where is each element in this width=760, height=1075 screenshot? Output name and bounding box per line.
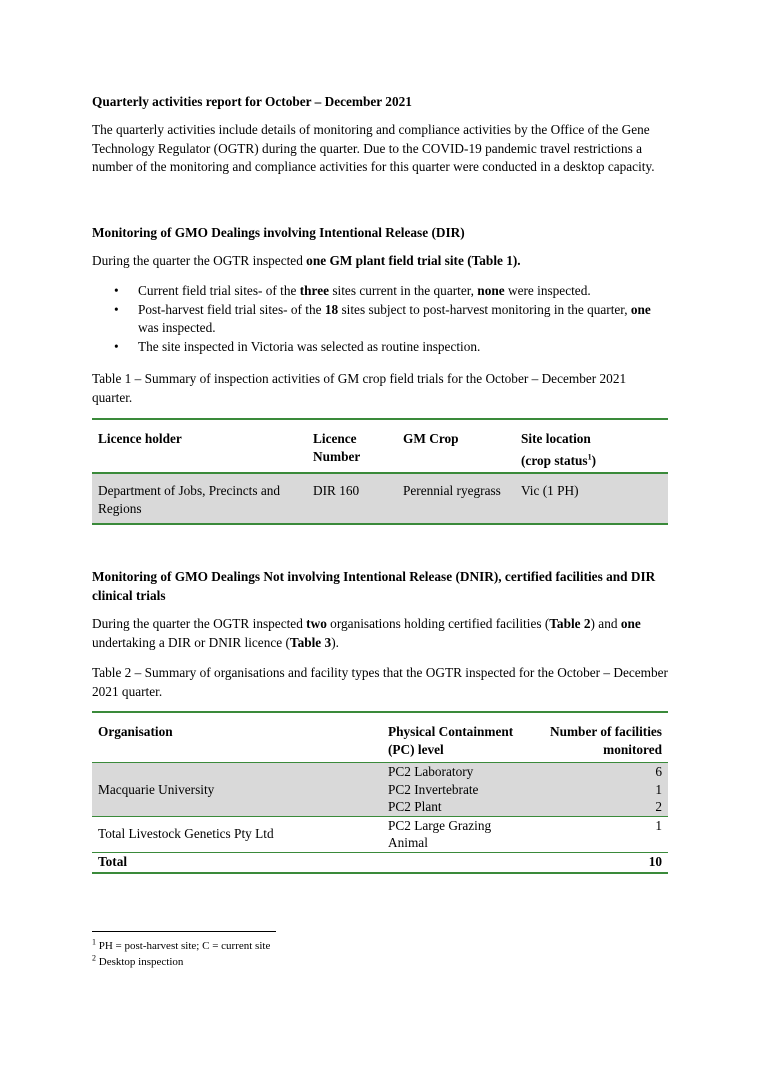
cell-site-location: Vic (1 PH) xyxy=(521,483,579,498)
col-header-licence-number: Licence Number xyxy=(313,431,361,464)
footnote-ref: 1 xyxy=(587,452,592,462)
footnote-2: $^2$ Desktop inspection xyxy=(92,953,184,968)
report-title: Quarterly activities report for October – December 2021 xyxy=(92,94,412,109)
dir-bullet-list xyxy=(92,282,668,356)
table-header-row xyxy=(92,419,668,473)
bullet-icon: • xyxy=(114,283,119,298)
footnote-separator xyxy=(92,931,276,932)
cell-licence-number: DIR 160 xyxy=(313,483,360,498)
table-header-row xyxy=(92,712,668,763)
cell-organisation: Macquarie University xyxy=(98,781,215,797)
cell-facility-counts: 1 xyxy=(655,817,662,833)
total-value: 10 xyxy=(648,853,662,869)
footnote-1: $^1$ PH = post-harvest site; C = current site xyxy=(92,937,271,952)
dnir-section-heading: Monitoring of GMO Dealings Not involving Intentional Release (DNIR), certified facilities and DIR clinical trials xyxy=(92,569,656,603)
dnir-lead-paragraph: During the quarter the OGTR inspected two organisations holding certified facilities (Table 2) and one undertaking a DIR or DNIR licence (Table 3). xyxy=(92,616,641,650)
intro-paragraph: The quarterly activities include details of monitoring and compliance activities by the Office of the Gene Technology Regulator (OGTR) during the quarter. Due to the COVID-19 pandemic travel restrictions a number of the monitoring and compliance activities for this quarter were conducted in a desktop capacity. xyxy=(92,122,655,174)
table-row xyxy=(92,763,668,817)
bullet-icon: • xyxy=(114,338,119,354)
table1 xyxy=(92,418,668,525)
col-header-pc-level: Physical Containment (PC) level xyxy=(388,724,514,757)
list-item: • Current field trial sites- of the three sites current in the quarter, none were inspected. xyxy=(92,282,668,301)
total-label: Total xyxy=(98,853,128,869)
col-header-facility-count: Number of facilities monitored xyxy=(549,724,662,757)
cell-facility-counts: 6 1 2 xyxy=(655,764,662,814)
bullet-icon: • xyxy=(114,301,119,317)
col-header-site-location: Site location (crop status$^1$) xyxy=(521,431,597,468)
table1-wrapper xyxy=(92,418,668,525)
table2 xyxy=(92,711,668,874)
col-header-licence-holder: Licence holder xyxy=(98,431,182,446)
col-header-organisation: Organisation xyxy=(98,724,173,739)
table2-caption: Table 2 – Summary of organisations and facility types that the OGTR inspected for the October – December 2021 quarter. xyxy=(92,665,668,699)
cell-gm-crop: Perennial ryegrass xyxy=(403,483,501,498)
cell-organisation: Total Livestock Genetics Pty Ltd xyxy=(98,826,274,842)
col-header-gm-crop: GM Crop xyxy=(403,431,459,446)
table-total-row xyxy=(92,852,668,873)
table-row xyxy=(92,816,668,852)
cell-pc-levels: PC2 Laboratory PC2 Invertebrate PC2 Plant xyxy=(388,764,479,814)
dir-section-heading: Monitoring of GMO Dealings involving Intentional Release (DIR) xyxy=(92,225,465,240)
table-row xyxy=(92,473,668,524)
table2-wrapper xyxy=(92,711,668,874)
cell-licence-holder: Department of Jobs, Precincts and Regions xyxy=(98,483,281,516)
list-item: • Post-harvest field trial sites- of the 18 sites subject to post-harvest monitoring in the quarter, one was inspected. xyxy=(114,301,651,335)
table1-caption: Table 1 – Summary of inspection activities of GM crop field trials for the October – December 2021 quarter. xyxy=(92,371,627,405)
dir-lead-paragraph: During the quarter the OGTR inspected one GM plant field trial site (Table 1). xyxy=(92,253,521,268)
list-item: • The site inspected in Victoria was selected as routine inspection. xyxy=(92,338,668,357)
cell-pc-levels: PC2 Large Grazing Animal xyxy=(388,817,492,850)
